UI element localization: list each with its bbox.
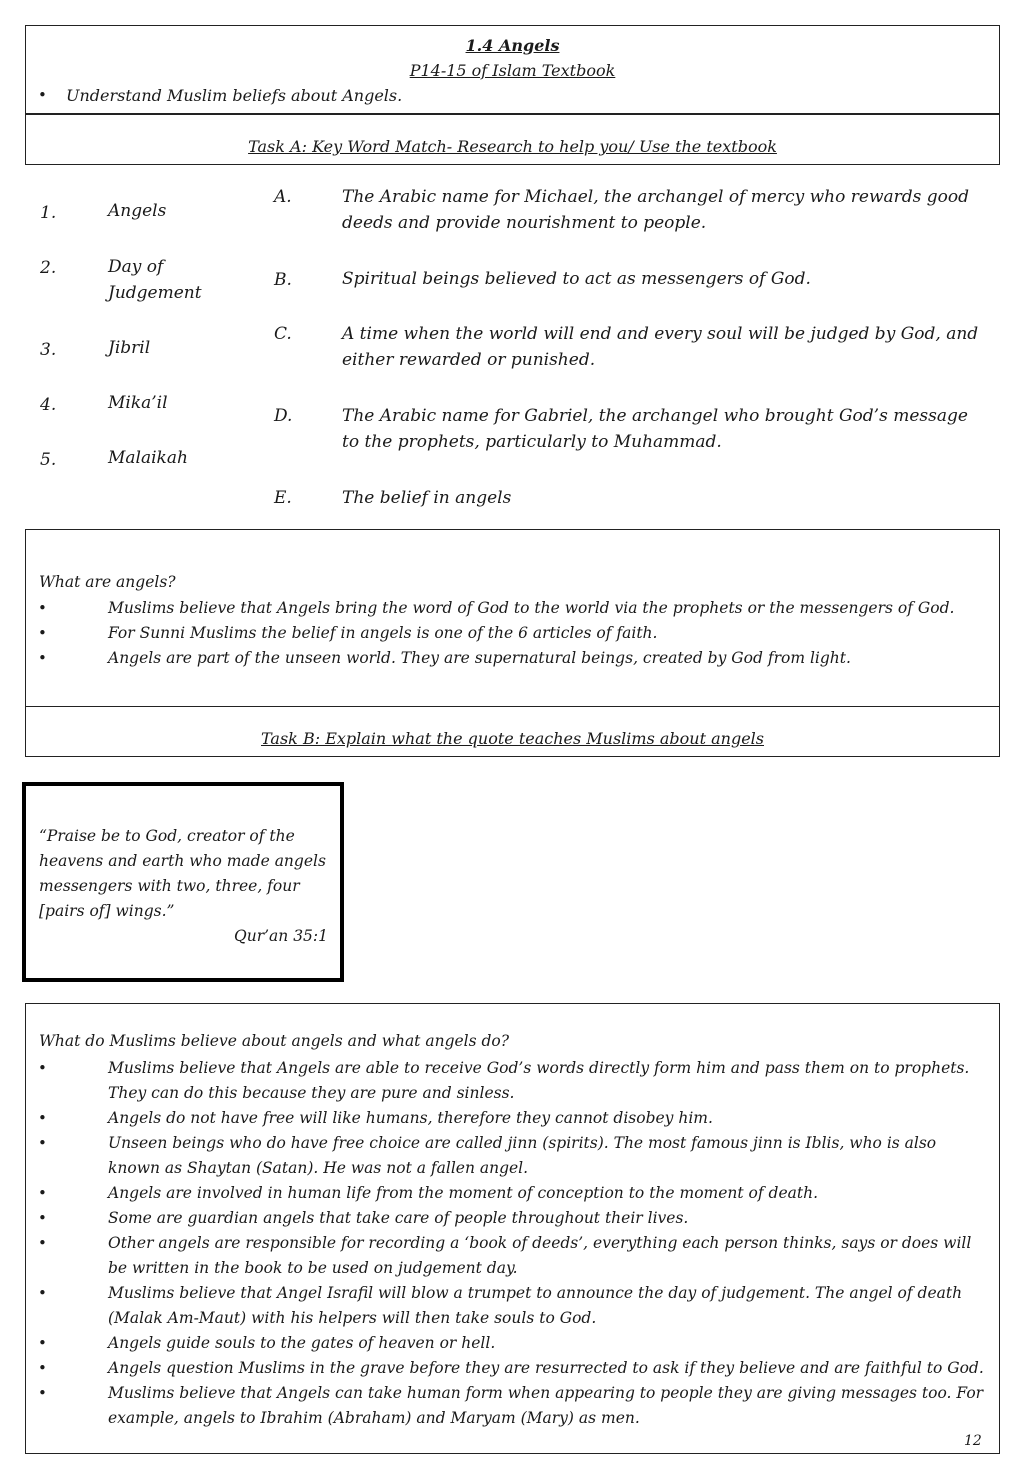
list-item: • Muslims believe that Angel Israfil will blow a trumpet to announce the day of judgement. The angel of death (Malak Am-Maut) with his helpers will then take souls to God. xyxy=(38,1284,963,1327)
list-item: • Unseen beings who do have free choice are called jinn (spirits). The most famous jinn is Iblis, who is also known as Shaytan (Satan). He was not a fallen angel. xyxy=(38,1134,937,1177)
objective-bullet: • xyxy=(38,86,47,104)
definition-letter: E. xyxy=(274,488,292,508)
beliefs-question: What do Muslims believe about angels and what angels do? xyxy=(39,1032,510,1050)
what-are-angels-question: What are angels? xyxy=(39,573,176,591)
term-label: Jibril xyxy=(108,338,151,358)
quote-text: “Praise be to God, creator of the heavens and earth who made angels messengers with two, three, four [pairs of] wings.” xyxy=(39,827,326,920)
task-b-heading-box xyxy=(25,706,1000,757)
learning-objective: Understand Muslim beliefs about Angels. xyxy=(66,86,403,105)
task-a-heading-box xyxy=(25,114,1000,165)
list-item: • Angels are involved in human life from the moment of conception to the moment of death. xyxy=(38,1184,819,1202)
term-number: 5. xyxy=(40,450,57,470)
list-item: • Muslims believe that Angels bring the word of God to the world via the prophets or the messengers of God. xyxy=(38,599,955,617)
header-box xyxy=(25,25,1000,115)
definition-text: Spiritual beings believed to act as messengers of God. xyxy=(342,269,811,289)
definition-letter: B. xyxy=(274,270,292,290)
quote-box xyxy=(22,782,344,982)
list-item: • For Sunni Muslims the belief in angels is one of the 6 articles of faith. xyxy=(38,624,658,642)
term-label: Malaikah xyxy=(108,448,188,468)
page-number: 12 xyxy=(964,1433,982,1449)
page-title: 1.4 Angels xyxy=(465,36,560,55)
definition-text: The belief in angels xyxy=(342,488,512,508)
definition-text: The Arabic name for Michael, the archangel of mercy who rewards good deeds and provide nourishment to people. xyxy=(342,187,970,233)
term-number: 1. xyxy=(40,203,57,223)
beliefs-box xyxy=(25,1003,1000,1454)
beliefs-list xyxy=(38,1056,988,1431)
definition-letter: D. xyxy=(274,406,293,426)
definition-letter: A. xyxy=(274,187,292,207)
term-label: Angels xyxy=(108,201,167,221)
list-item: • Muslims believe that Angels can take human form when appearing to people they are giving messages too. For example, angels to Ibrahim (Abraham) and Maryam (Mary) as men. xyxy=(38,1384,984,1427)
term-label: Mika’il xyxy=(108,393,168,413)
list-item: • Some are guardian angels that take care of people throughout their lives. xyxy=(38,1209,689,1227)
term-label: Day of Judgement xyxy=(108,257,202,303)
term-number: 4. xyxy=(40,395,57,415)
term-number: 2. xyxy=(40,258,57,278)
page-subtitle: P14-15 of Islam Textbook xyxy=(409,61,616,80)
list-item: • Angels do not have free will like humans, therefore they cannot disobey him. xyxy=(38,1109,713,1127)
what-are-angels-list xyxy=(38,596,978,671)
task-a-heading: Task A: Key Word Match- Research to help you/ Use the textbook xyxy=(248,137,777,156)
definition-text: A time when the world will end and every soul will be judged by God, and either rewarded or punished. xyxy=(342,324,979,370)
what-are-angels-box xyxy=(25,529,1000,707)
list-item: • Muslims believe that Angels are able to receive God’s words directly form him and pass them on to prophets. They can do this because they are pure and sinless. xyxy=(38,1059,970,1102)
list-item: • Angels question Muslims in the grave before they are resurrected to ask if they believe and are faithful to God. xyxy=(38,1359,984,1377)
definition-text: The Arabic name for Gabriel, the archangel who brought God’s message to the prophets, particularly to Muhammad. xyxy=(342,406,968,452)
list-item: • Other angels are responsible for recording a ‘book of deeds’, everything each person thinks, says or does will be written in the book to be used on judgement day. xyxy=(38,1234,972,1277)
quote-citation: Qur’an 35:1 xyxy=(234,927,328,945)
list-item: • Angels are part of the unseen world. They are supernatural beings, created by God from light. xyxy=(38,649,851,667)
term-number: 3. xyxy=(40,340,57,360)
list-item: • Angels guide souls to the gates of heaven or hell. xyxy=(38,1334,496,1352)
task-b-heading: Task B: Explain what the quote teaches Muslims about angels xyxy=(261,729,764,748)
definition-letter: C. xyxy=(274,324,292,344)
